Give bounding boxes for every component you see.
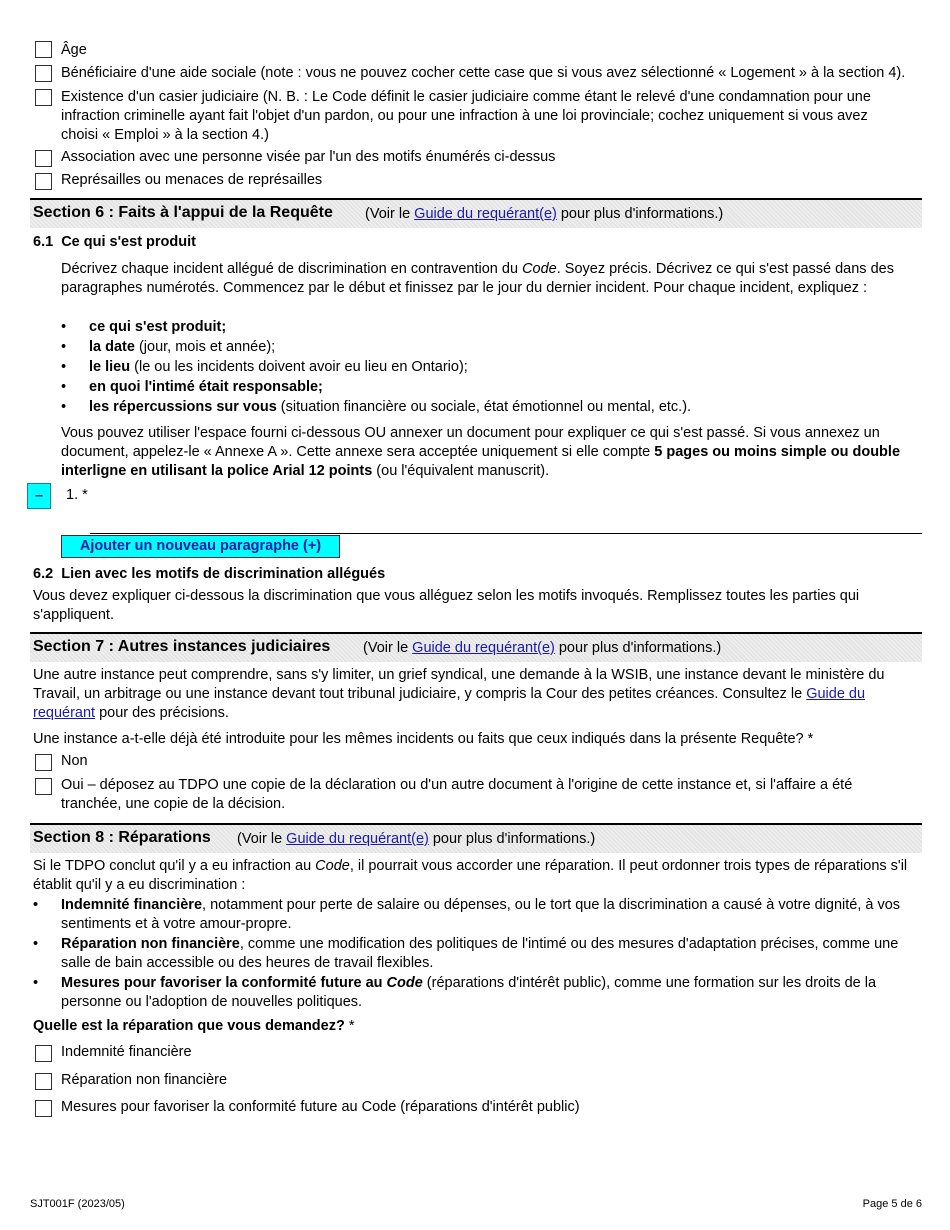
remove-paragraph-button[interactable]: –: [27, 483, 51, 509]
section-6-instructions: Décrivez chaque incident allégué de discrimination en contravention du Code. Soyez précis. Décrivez ce qui s'est passé dans des paragraphes numérotés. Commencez par le début et finissez par le jour du dernier incident. Pour chaque incident, expliquez :: [61, 261, 894, 296]
checkbox-non-financial[interactable]: [35, 1073, 52, 1090]
section-8-question: Quelle est la réparation que vous demandez? *: [33, 1018, 355, 1034]
checkbox-label-non-financial: Réparation non financière: [61, 1072, 228, 1088]
section-7-question: Une instance a-t-elle déjà été introduite pour les mêmes incidents ou faits que ceux indiqués dans la présente Requête? *: [33, 731, 814, 747]
checkbox-yes[interactable]: [35, 778, 52, 795]
checkbox-association[interactable]: [35, 150, 52, 167]
attachment-instructions: Vous pouvez utiliser l'espace fourni ci-dessous OU annexer un document pour expliquer ce qui s'est passé. Si vous annexez un document, appelez-le « Annexe A ». Cette annexe sera acceptée uniquement si elle compte 5 pages ou moins simple ou double interligne en utilisant la police Arial 12 points (ou l'équivalent manuscrit).: [61, 425, 901, 479]
subsection-6-2-text: Vous devez expliquer ci-dessous la discrimination que vous alléguez selon les motifs invoqués. Remplissez toutes les parties qui s'appliquent.: [33, 588, 860, 623]
list-item: • Mesures pour favoriser la conformité future au Code (réparations d'intérêt public), comme une formation sur les droits de la personne ou l'adoption de nouvelles politiques.: [33, 975, 877, 1010]
paragraph-1-input[interactable]: [90, 533, 922, 534]
section-7-guide-link[interactable]: Guide du requérant(e): [412, 640, 555, 656]
checkbox-reprisal[interactable]: [35, 173, 52, 190]
section-7-header: [30, 632, 922, 662]
section-8-title: Section 8 : Réparations: [33, 829, 211, 846]
section-6-title: Section 6 : Faits à l'appui de la Requête: [33, 204, 333, 221]
checkbox-financial[interactable]: [35, 1045, 52, 1062]
section-8-intro: Si le TDPO conclut qu'il y a eu infraction au Code, il pourrait vous accorder une réparation. Il peut ordonner trois types de réparations s'il établit qu'il y a eu discrimination :: [33, 858, 908, 893]
list-item: • Réparation non financière, comme une modification des politiques de l'intimé ou des mesures d'adaptation précises, comme une salle de bain accessible ou des heures de travail flexibles.: [33, 936, 899, 971]
checkbox-label-reprisal: Représailles ou menaces de représailles: [61, 172, 323, 188]
checkbox-label-social-assistance: Bénéficiaire d'une aide sociale (note : vous ne pouvez cocher cette case que si vous avez sélectionné « Logement » à la section 4).: [61, 65, 906, 81]
checkbox-label-criminal-record: Existence d'un casier judiciaire (N. B. : Le Code définit le casier judiciaire comme étant le relevé d'une condamnation pour une infraction criminelle ayant fait l'objet d'un pardon, ou pour une infraction à une loi provinciale; cochez uniquement si vous avez choisi « Emploi » à la section 4.): [61, 89, 871, 143]
checkbox-label-no: Non: [61, 753, 88, 769]
section-6-header: [30, 198, 922, 228]
section-7-title: Section 7 : Autres instances judiciaires: [33, 638, 331, 655]
subsection-6-2-title: 6.2 Lien avec les motifs de discrimination allégués: [33, 566, 386, 582]
page-number: Page 5 de 6: [862, 1198, 922, 1210]
paragraph-1-label: 1. *: [66, 487, 88, 503]
section-8-note: (Voir le Guide du requérant(e) pour plus d'informations.): [237, 831, 596, 847]
checkbox-label-age: Âge: [61, 42, 87, 58]
section-7-note: (Voir le Guide du requérant(e) pour plus d'informations.): [363, 640, 722, 656]
section-7-text: Une autre instance peut comprendre, sans s'y limiter, un grief syndical, une demande à la WSIB, une instance devant le ministère du Travail, un arbitrage ou une instance devant tout tribunal judiciaire, y compris la Cour des petites créances. Consultez le Guide du requérant pour des précisions.: [33, 667, 885, 721]
subsection-6-1-title: 6.1 Ce qui s'est produit: [33, 234, 196, 250]
checkbox-age[interactable]: [35, 41, 52, 58]
add-paragraph-button[interactable]: Ajouter un nouveau paragraphe (+): [61, 535, 340, 558]
section-8-header: [30, 823, 922, 853]
checkbox-social-assistance[interactable]: [35, 65, 52, 82]
form-id: SJT001F (2023/05): [30, 1198, 125, 1210]
checkbox-label-yes: Oui – déposez au TDPO une copie de la déclaration ou d'un autre document à l'origine de cette instance et, si l'affaire a été tranchée, une copie de la décision.: [61, 777, 853, 812]
section-6-note: (Voir le Guide du requérant(e) pour plus d'informations.): [365, 206, 724, 222]
checkbox-label-public-interest: Mesures pour favoriser la conformité future au Code (réparations d'intérêt public): [61, 1099, 580, 1115]
checkbox-label-financial: Indemnité financière: [61, 1044, 192, 1060]
section-8-guide-link[interactable]: Guide du requérant(e): [286, 831, 429, 847]
section-6-guide-link[interactable]: Guide du requérant(e): [414, 206, 557, 222]
list-item: • Indemnité financière, notamment pour perte de salaire ou dépenses, ou le tort que la discrimination a causé à votre dignité, à vos sentiments et à votre amour-propre.: [33, 897, 901, 932]
checkbox-public-interest[interactable]: [35, 1100, 52, 1117]
checkbox-label-association: Association avec une personne visée par l'un des motifs énumérés ci-dessus: [61, 149, 556, 165]
checkbox-criminal-record[interactable]: [35, 89, 52, 106]
section-7-guide-link-inline[interactable]: Guide du requérant: [33, 686, 866, 721]
checkbox-no[interactable]: [35, 754, 52, 771]
